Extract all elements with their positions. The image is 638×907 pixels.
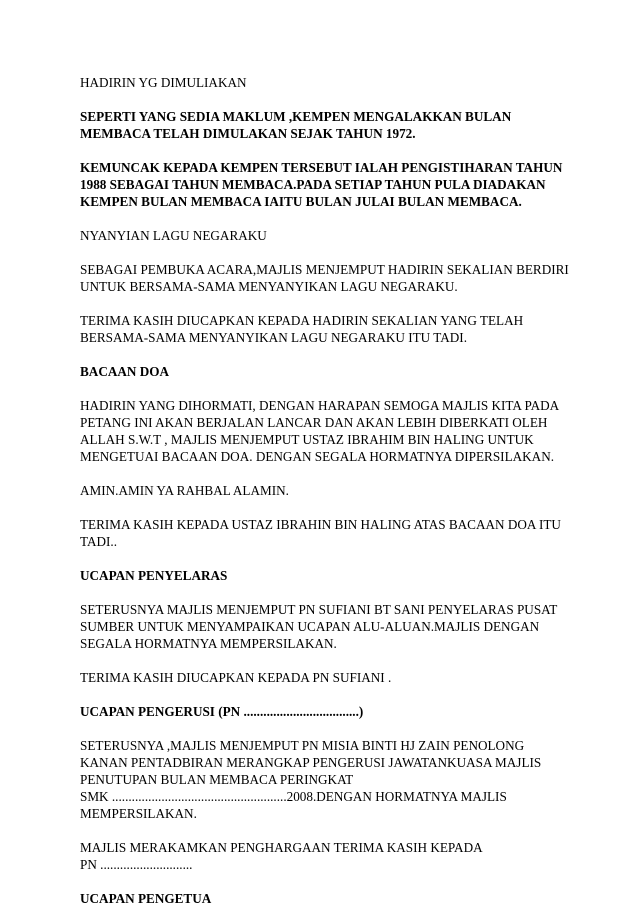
section-heading-ucapan-pengerusi: UCAPAN PENGERUSI (PN ...................................) xyxy=(80,704,364,719)
paragraph-5: SEBAGAI PEMBUKA ACARA,MAJLIS MENJEMPUT HADIRIN SEKALIAN BERDIRI UNTUK BERSAMA-SAMA MENYANYIKAN LAGU NEGARAKU. xyxy=(80,262,569,294)
section-heading-ucapan-penyelaras: UCAPAN PENYELARAS xyxy=(80,568,228,583)
paragraph-6: TERIMA KASIH DIUCAPKAN KEPADA HADIRIN SEKALIAN YANG TELAH BERSAMA-SAMA MENYANYIKAN LAGU NEGARAKU ITU TADI. xyxy=(80,313,524,345)
paragraph-16: MAJLIS MERAKAMKAN PENGHARGAAN TERIMA KASIH KEPADA PN ............................ xyxy=(80,840,483,872)
paragraph-3: KEMUNCAK KEPADA KEMPEN TERSEBUT IALAH PENGISTIHARAN TAHUN 1988 SEBAGAI TAHUN MEMBACA.PADA SETIAP TAHUN PULA DIADAKAN KEMPEN BULAN MEMBACA IAITU BULAN JULAI BULAN MEMBACA. xyxy=(80,160,563,209)
paragraph-1: HADIRIN YG DIMULIAKAN xyxy=(80,75,247,90)
paragraph-9: AMIN.AMIN YA RAHBAL ALAMIN. xyxy=(80,483,289,498)
paragraph-4: NYANYIAN LAGU NEGARAKU xyxy=(80,228,267,243)
section-heading-bacaan-doa: BACAAN DOA xyxy=(80,364,170,379)
paragraph-10: TERIMA KASIH KEPADA USTAZ IBRAHIN BIN HALING ATAS BACAAN DOA ITU TADI.. xyxy=(80,517,561,549)
paragraph-8: HADIRIN YANG DIHORMATI, DENGAN HARAPAN SEMOGA MAJLIS KITA PADA PETANG INI AKAN BERJALAN LANCAR DAN AKAN LEBIH DIBERKATI OLEH ALLAH S.W.T , MAJLIS MENJEMPUT USTAZ IBRAHIM BIN HALING UNTUK MENGETUAI BACAAN DOA. DENGAN SEGALA HORMATNYA DIPERSILAKAN. xyxy=(80,398,560,464)
paragraph-15: SETERUSNYA ,MAJLIS MENJEMPUT PN MISIA BINTI HJ ZAIN PENOLONG KANAN PENTADBIRAN MERANGKAP PENGERUSI JAWATANKUASA MAJLIS PENUTUPAN BULAN MEMBACA PERINGKAT SMK .....................................................2008.DENGAN HORMATNYA MAJLIS MEMPERSILAKAN. xyxy=(80,738,542,821)
section-heading-ucapan-pengetua: UCAPAN PENGETUA xyxy=(80,891,212,906)
paragraph-2: SEPERTI YANG SEDIA MAKLUM ,KEMPEN MENGALAKKAN BULAN MEMBACA TELAH DIMULAKAN SEJAK TAHUN 1972. xyxy=(80,109,512,141)
paragraph-12: SETERUSNYA MAJLIS MENJEMPUT PN SUFIANI BT SANI PENYELARAS PUSAT SUMBER UNTUK MENYAMPAIKAN UCAPAN ALU-ALUAN.MAJLIS DENGAN SEGALA HORMATNYA MEMPERSILAKAN. xyxy=(80,602,558,651)
paragraph-13: TERIMA KASIH DIUCAPKAN KEPADA PN SUFIANI . xyxy=(80,670,392,685)
